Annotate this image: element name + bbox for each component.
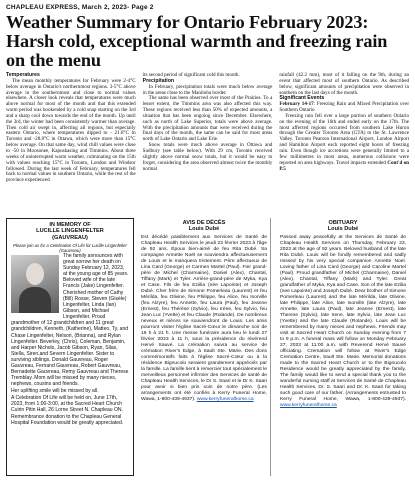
- section-heading-precipitation: Precipitation: [142, 77, 175, 84]
- memorial-notice: [6, 218, 134, 476]
- obituary-funeral-home-link[interactable]: www.kerryfuneralhome.ca: [280, 403, 337, 409]
- avis-body: Est décédé paisiblement aux Services de Santé de Chapleau Health Services le jeudi 23 février 2023 à l'âge de 92 ans. Époux bien-aimé de feu Rita Dubé. Sa compagne Annette Noël se souviendra affectueusement de Louis et le manquera tristement. Père affectueux de Lina Card (George) et Carmen Martel (Paul). Fier grand-père de Michel (Charmaine), Daniel (Alex), Chantal, Tiffany (Mark) et Tyler. Arrière-grand-père de Myka, Kya et Case. Fils de feu Eziilia (née Lapointe) et Joseph Dubé. Cher frère de Simone Pomerleau (Laurent) et feu Mérilda, feu Olivine, feu Philippe, feu Alice, feu Isorville (feu Alzyre), feu Annette, feu Laura (Paul), feu Jeanne (Ernest), feu Thérèse (Sylvio), feu Irène, feu Sylvio, feu Jean Luc (Yvette) et feu Claude (Rolande). De nombreux neveux et nièces se souviendront de Louis. Les amis pourront visiter l'église Sacré-Cœur le dimanche soir de 19 h à 21 h. Une messe funéraire aura lieu le lundi 27 février 2023 à 11 h, sous la présidence du révérend Hervé Sauvé. La crémation suivra au service de crémation River's Edge, à Sault Ste. Marie. Des dons commémoratifs faits à l'église Sacré-Cœur ou à la résidence Bignucolo seraient grandement appréciés par la famille. La famille tient à remercier tout spécialement le merveilleux personnel infirmier des Services de santé de Chapleau Health Services, le Dr S. Saari et le Dr K. Saari pour avoir si bien pris soin de notre père. (Les arrangements ont été confiés à Kerry Funeral Home, Wawa, 1-800-439-4937). www.kerryfuneralhome.ca: [141, 234, 267, 403]
- obituary-body: Passed away peacefully at the Services de Santé de Chapleau Health Services on Thursday, February 23, 2023 at the age of 92 years. Beloved husband of the late Rita Dubé. Louis will be fondly remembered and sadly missed by his very special companion Annette Noel. Loving father of Lina Card (George) and Caroline Martel (Paul). Proud grandfather of Michel (Charmaine), Daniel (Alex), Chantal, Tiffany (Mark) and Tyler. Great grandfather of Myka, Kya and Case. Son of the late Ezilia (nee Lapointe) and Joseph Dubé. Dear brother of Simone Pomerleau (Laurent) and the late Mérilda, late Olivine, late Philippe, late Alice, late Isorville (late Alzyre), late Annette, late Laura (Paul), late Jeanne (Ernest), late Therese (Sylvio), late Irene, late Sylvio, late Jean Luc (Yvette) and the late Claude (Rolande). Louis will be remembered by many nieces and nephews. Friends may visit at Sacred Heart Church on Sunday evening from 7 to 9 p.m. A funeral mass will follow on Monday February 27, 2023 at 11:00 a.m. with Reverend Hervé Sauvé officiating. Cremation will follow at River's Edge Cremation Centre, Sault Ste. Marie. Memorial donations made to the Sacred Heart Church or to the Bignucolo Residence would be greatly appreciated by the family. The family would like to send a special thank you to the wonderful nursing staff at Services de Santé de Chapleau Health Services, Dr. S. Saari and Dr. K. Saari for taking such good care of our father. (Arrangements entrusted to Kerry Funeral Home, Wawa, 1-800-439-4937). www.kerryfuneralhome.ca: [280, 234, 406, 409]
- avis-name: Louis Dubé: [188, 226, 220, 233]
- avis-heading: AVIS DE DÉCÈS: [182, 220, 226, 226]
- event-title: February 14-17: [279, 101, 314, 108]
- obituary: [277, 218, 409, 476]
- memorial-name: LUCILLE LINGENFELTER: [36, 228, 104, 235]
- section-heading-temperatures: Temperatures: [6, 72, 40, 78]
- page-folio: CHAPLEAU EXPRESS, March 2, 2023- Page 2: [6, 4, 154, 11]
- article-paragraph: Freezing rain fell over a large portion of southern Ontario on the evening of the 16th and ended early on the 17th. The most affected regions occurred from southern Lake Huron through the Greater Toronto Area (GTA) to the St. Lawrence Valley. Toronto Pearson International Airport, London Airport and Hamilton Airport each reported eight hours of freezing rain. Even though ice accretions were generally limited to a few millimetres in most areas, numerous collisions were reported on area highways. Travel impacts extended Cont'd on P.5: [279, 112, 410, 172]
- section-heading-significant-events: Significant Events: [279, 95, 325, 102]
- article-column-1: [6, 73, 136, 184]
- memorial-invitation: Please join us for a Celebration Of Life for Lucille Lingenfelter (Gauvreau): [13, 242, 127, 253]
- portrait-photo-icon: [11, 255, 59, 313]
- memorial-paragraph: Remembrance donation to the Chapleau General Hospital Foundation would be greatly appreciated.: [11, 414, 124, 427]
- article-paragraph: The mean monthly temperatures for February were 2-4°C below average in Ontario's northernmost regions. 3-5°C above average in the southernmost and close to normal values elsewhere. A closer look reveals that temperatures were much above normal for most of the month and that this extended warm period was bookended by a cold snap starting on the 3rd and a sharp cool down towards the end of the month. Up until the 3rd, the winter had been consistently warmer than average. Then cold air swept in, affecting all regions, but especially eastern Ontario, where temperatures dipped to - 21.8°C in Toronto and -28.8°C in Ottawa, which were more than 15°C below average. On that same day, wind chill values were close to -50 in Moosonee, Kapuskasing and Timmins. About three weeks of uninterrupted warm weather, culminating on the 15th with values reaching 15°C in Toronto, London and Windsor followed. During the last week of February, temperatures fell back to normal values in southern Ontario, while the rest of the province experienced: [6, 77, 136, 184]
- article-column-2: [143, 73, 273, 184]
- event-subtitle: : Freezing Rain and Mixed Precipitation over Southern Ontario: [279, 101, 410, 114]
- memorial-paragraph: Cherished mother of Cathy (Bill) Rosse, Steven (Gisèle) Lingenfelter, Linda (Ian) Gibson, and Michael Lingenfelter. Proud grandmother of 12 grandchildren and 11 great grandchildren, Kenneth, (Katherine), Matteo, Ty, and Chase Lingenfelter, Nelson, (Brianna), and Rylan Lingenfelter. Beverley, (Chris), Coleman, Benjamin, and Harper Nichols, Jacob Gibson, Ryan, Silas, Stella, Siren,and Severn Lingenfelter. Sister to surviving siblings, Donald Gauvreau, Roger Gauvreau, Fernand Gauvreau, Robert Gauvreau, Bernadette Gauvreau, Remy Gauvreau and Therese Tremblay. Mom will be missed by many nieces, nephews, cousins and friends.: [11, 290, 129, 387]
- headline: Weather Summary for Ontario February 2023: Harsh cold, exceptional warmth and freezing rain on the menu: [6, 12, 388, 70]
- memorial-paragraph: A Celebration Of Life will be held on, June 17th, 2023, from 1:00-3:00, at the Sacred Heart Church Cuirin Pitin Hall, 26 Lorne Street N. Chapleau ON.: [11, 394, 123, 414]
- avis-funeral-home-link[interactable]: www.kerryfuneralhome.ca: [196, 397, 254, 403]
- continued-note: Cont'd on P.5: [279, 159, 410, 172]
- obituary-heading: OBITUARY: [328, 220, 358, 226]
- article-columns: [6, 73, 409, 184]
- avis-de-deces: [138, 218, 271, 476]
- article-paragraph: its second period of significant cold this month.: [142, 72, 240, 78]
- article-paragraph: rainfall (42.2 mm), most of it falling on the 9th, during an event that affected most of southern Ontario. As described below, significant amounts of precipitation were observed in southern on the last days of the month.: [279, 72, 410, 96]
- memorial-heading: IN MEMORY OF: [49, 222, 91, 228]
- article-paragraph: Snow totals were much above average in Ottawa and Sudbury (see table below). With 29 cm, Toronto received slightly above normal snow totals, but it would be easy to forget, considering the area observed almost twice the monthly normal: [142, 142, 273, 172]
- article-paragraph: In February, precipitation totals were much below average in the areas close to the Manitoba border.: [142, 83, 273, 96]
- article-paragraph: The same has been observed over most of the Prairies. To a lesser extent, the Timmins area was also affected this way. These regions received less than 50% of expected amounts, a situation that has been ongoing since December. Elsewhere, such as north of Lake Superior, totals were above average. With the precipitation amounts that were received during the final days of the month, the same can be said for most areas north of Lake Ontario and Lake Erie.: [142, 95, 273, 143]
- memorial-paragraph: Her uplifting smile will be missed by all.: [11, 387, 99, 394]
- obituary-name: Louis Dubé: [327, 226, 359, 233]
- memorial-paragraph: The family announces with great sorrow her death on Sunday February 12, 2023, at the young age of 85 years. Beloved wife of the late Francis (Jake) Lingenfelter.: [63, 252, 129, 290]
- memorial-maiden-name: (GAUVREAU): [52, 234, 88, 241]
- article-column-3: [279, 73, 409, 184]
